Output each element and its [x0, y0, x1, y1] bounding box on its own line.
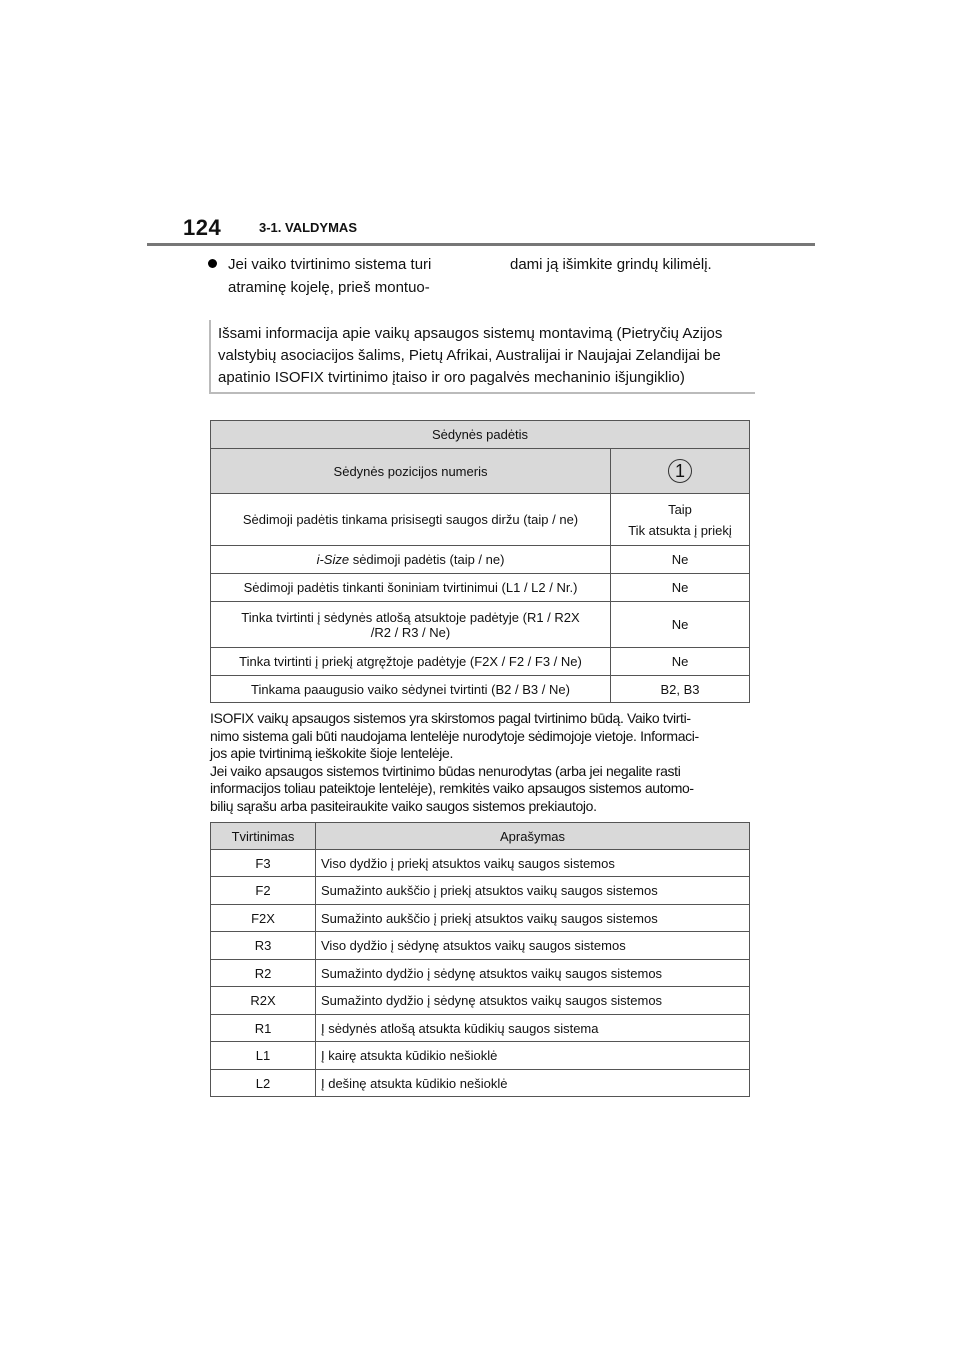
fixture-description: Viso dydžio į priekį atsuktos vaikų saugos sistemos [316, 850, 750, 877]
fixture-col-header-desc: Aprašymas [316, 823, 750, 850]
table-row [211, 960, 750, 987]
fixture-description: Sumažinto dydžio į sėdynę atsuktos vaikų saugos sistemos [316, 987, 750, 1015]
table-row [211, 1070, 750, 1097]
fixture-description: Sumažinto dydžio į sėdynę atsuktos vaikų saugos sistemos [316, 960, 750, 987]
fixture-code: L1 [211, 1042, 316, 1070]
table-row [211, 932, 750, 960]
fixture-description: Viso dydžio į sėdynę atsuktos vaikų saugos sistemos [316, 932, 750, 960]
fixture-description: Į dešinę atsukta kūdikio nešioklė [316, 1070, 750, 1097]
header-divider [147, 243, 815, 246]
bullet-text-col1: Jei vaiko tvirtinimo sistema turi atraminę kojelę, prieš montuo- [228, 256, 432, 296]
fixture-col-header-code: Tvirtinimas [211, 823, 316, 850]
seat-row-value: Ne [611, 648, 750, 676]
fixture-table [210, 822, 750, 1097]
seat-row-label: Tinkama paaugusio vaiko sėdynei tvirtinti (B2 / B3 / Ne) [211, 676, 611, 703]
info-box-text: Išsami informacija apie vaikų apsaugos sistemų montavimą (Pietryčių Azijos valstybių asociacijos šalims, Pietų Afrikai, Australijai ir Naujajai Zelandijai be apatinio ISOFIX tvirtinimo įtaiso ir oro pagalvės mechaninio išjungiklio) [218, 325, 723, 386]
table-row [211, 1042, 750, 1070]
fixture-description: Sumažinto aukščio į priekį atsuktos vaikų saugos sistemos [316, 877, 750, 905]
paragraph-line: bilių sąrašu arba pasiteiraukite vaiko saugos sistemos prekiautojo. [210, 797, 597, 814]
fixture-description: Į sėdynės atlošą atsukta kūdikių saugos sistema [316, 1015, 750, 1042]
seat-position-table [210, 420, 750, 703]
page-number: 124 [183, 215, 222, 240]
seat-position-number-cell [611, 449, 750, 494]
table-row [211, 905, 750, 932]
seat-row-value-line1: Taip [668, 501, 692, 517]
seat-row-label-rest: sėdimoji padėtis (taip / ne) [349, 552, 505, 567]
fixture-code: F2X [211, 905, 316, 932]
table-row [211, 850, 750, 877]
seat-row-value [611, 494, 750, 546]
info-box-left-rule [209, 320, 211, 394]
info-box-bottom-rule [209, 392, 755, 394]
paragraph-line: informacijos toliau pateiktoje lentelėje), remkitės vaiko apsaugos sistemos automo- [210, 780, 694, 797]
table-row [211, 1015, 750, 1042]
seat-row-label [211, 546, 611, 574]
fixture-code: R1 [211, 1015, 316, 1042]
fixture-code: R2X [211, 987, 316, 1015]
seat-row-label: Sėdimoji padėtis tinkanti šoniniam tvirtinimui (L1 / L2 / Nr.) [211, 574, 611, 602]
fixture-description: Į kairę atsukta kūdikio nešioklė [316, 1042, 750, 1070]
info-box [209, 320, 752, 394]
seat-row-label-italic: i-Size [316, 552, 350, 567]
seat-table-header: Sėdynės padėtis [211, 421, 750, 449]
seat-row-value-line2: Tik atsukta į priekį [628, 522, 732, 538]
seat-row-value: B2, B3 [611, 676, 750, 703]
isofix-explanation [210, 710, 750, 816]
fixture-code: F2 [211, 877, 316, 905]
seat-row-label [211, 602, 611, 648]
seat-row-label: Tinka tvirtinti į priekį atgręžtoje padėtyje (F2X / F2 / F3 / Ne) [211, 648, 611, 676]
paragraph-line: nimo sistema gali būti naudojama lentelėje nurodytoje sėdimojoje vietoje. Informaci- [210, 727, 699, 744]
bullet-dot-icon [208, 259, 217, 268]
bullet-item [210, 253, 470, 299]
seat-row-label-line1: Tinka tvirtinti į sėdynės atlošą atsuktoje padėtyje (R1 / R2X [241, 609, 580, 625]
fixture-code: R3 [211, 932, 316, 960]
paragraph-line: ISOFIX vaikų apsaugos sistemos yra skirstomos pagal tvirtinimo būdą. Vaiko tvirti- [210, 710, 691, 726]
section-title: 3-1. VALDYMAS [259, 220, 357, 235]
table-row [211, 987, 750, 1015]
table-row [211, 877, 750, 905]
paragraph-line: jos apie tvirtinimą ieškokite šioje lentelėje. [210, 745, 454, 762]
seat-row-label-line2: /R2 / R3 / Ne) [370, 624, 451, 640]
fixture-code: L2 [211, 1070, 316, 1097]
seat-position-number: 1 [668, 459, 692, 483]
fixture-description: Sumažinto aukščio į priekį atsuktos vaikų saugos sistemos [316, 905, 750, 932]
fixture-code: R2 [211, 960, 316, 987]
seat-row-value: Ne [611, 546, 750, 574]
seat-row-value: Ne [611, 574, 750, 602]
paragraph-line: Jei vaiko apsaugos sistemos tvirtinimo būdas nenurodytas (arba jei negalite rasti [210, 762, 681, 779]
seat-position-label: Sėdynės pozicijos numeris [211, 449, 611, 494]
seat-row-label: Sėdimoji padėtis tinkama prisisegti saugos diržu (taip / ne) [211, 494, 611, 546]
seat-row-value: Ne [611, 602, 750, 648]
bullet-text-col2: dami ją išimkite grindų kilimėlį. [510, 256, 712, 273]
fixture-code: F3 [211, 850, 316, 877]
